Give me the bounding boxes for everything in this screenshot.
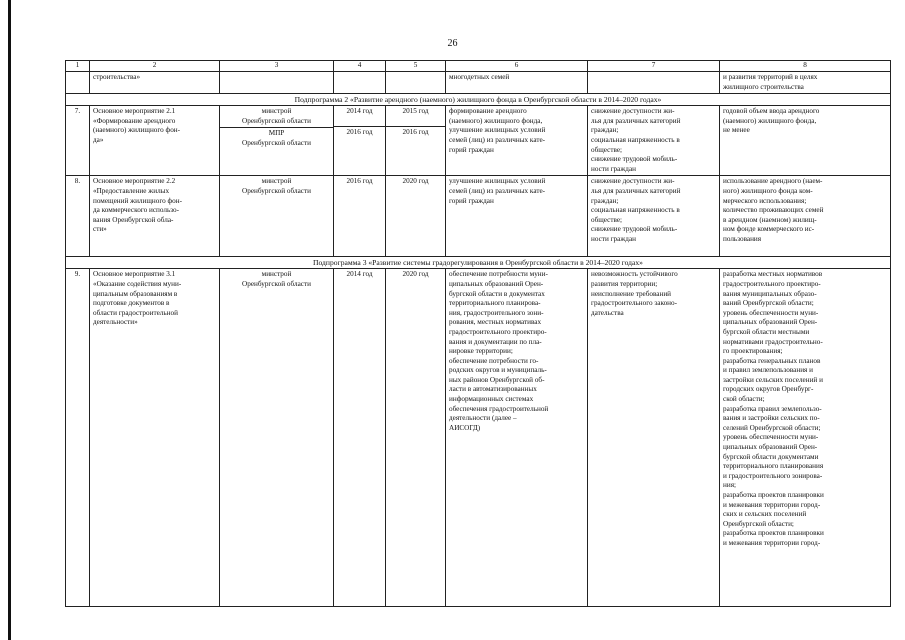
column-number-row: [66, 61, 891, 72]
text-line: деятельности»: [93, 318, 138, 327]
text-line: информационных системах: [449, 395, 534, 404]
text-line: ципальных образований Орен-: [723, 443, 818, 452]
indicator-cell: [720, 106, 891, 176]
text-line: обеспечение потребности муни-: [449, 270, 548, 279]
activity-cell: [90, 72, 220, 94]
text-line: ных районов Оренбургской об-: [449, 375, 545, 384]
text-line: Основное мероприятие 2.2: [93, 177, 176, 186]
column-header: 5: [386, 61, 446, 72]
text-line: лья для различных категорий: [591, 186, 681, 195]
text-line: разработка генеральных планов: [723, 356, 821, 365]
text-line: ципальных образований Орен-: [449, 279, 544, 288]
text-line: Основное мероприятие 2.1: [93, 107, 176, 116]
text-line: строительства»: [93, 73, 141, 81]
result-cell: [446, 72, 588, 94]
consequence-cell: [588, 269, 720, 607]
text-line: ности граждан: [591, 234, 636, 243]
text-line: территориального планирова-: [449, 299, 541, 308]
text-line: обществе;: [591, 215, 623, 224]
indicator-cell: [720, 176, 891, 257]
subprogram-title: Подпрограмма 2 «Развитие арендного (наемного) жилищного фонда в Оренбургской области в 2014–2020 годах»: [66, 94, 891, 106]
text-line: подготовке документов в: [93, 299, 170, 308]
start-year-1: 2014 год: [346, 107, 373, 116]
text-line: градостроительного проектиро-: [723, 279, 821, 288]
text-line: невозможность устойчивого: [591, 270, 678, 279]
text-line: и межевания территории город-: [723, 500, 821, 509]
row-number: 8.: [66, 176, 90, 257]
text-line: ния;: [723, 481, 736, 490]
text-line: территориального планирования: [723, 462, 824, 471]
text-line: разработка проектов планировки: [723, 491, 824, 499]
text-line: го проектирования;: [723, 347, 783, 356]
end-year-2: 2016 год: [402, 127, 429, 136]
text-line: снижение доступности жи-: [591, 177, 675, 186]
executor-1: [223, 107, 330, 126]
text-line: да»: [93, 135, 104, 144]
column-header: 4: [334, 61, 386, 72]
text-line: количество проживающих семей: [723, 206, 824, 215]
text-line: области градостроительной: [93, 308, 178, 317]
text-line: бургской области в документах: [449, 289, 545, 298]
table-row: [66, 176, 891, 257]
column-header: 6: [446, 61, 588, 72]
text-line: бургской области местными: [723, 327, 810, 336]
column-header: 3: [220, 61, 334, 72]
text-line: разработка проектов планировки: [723, 529, 824, 538]
executor-2: [223, 129, 330, 148]
text-line: граждан;: [591, 126, 619, 135]
text-line: использование арендного (наем-: [723, 177, 823, 186]
text-line: рования, местных нормативах: [449, 318, 542, 327]
text-line: ципальным образованиям в: [93, 289, 178, 298]
activity-cell: [90, 106, 220, 176]
text-line: сти»: [93, 225, 107, 234]
text-line: (наемного) жилищного фонда,: [723, 116, 817, 125]
text-line: улучшение жилищных условий: [449, 177, 546, 186]
text-line: и градостроительного зонирова-: [723, 471, 823, 480]
page-number: 26: [447, 38, 458, 49]
program-table: [65, 60, 891, 607]
text-line: разработка местных нормативов: [723, 270, 823, 279]
table-row: [66, 72, 891, 94]
text-line: (наемного) жилищного фонда,: [449, 116, 543, 125]
end-year-1: 2015 год: [402, 107, 429, 116]
text-line: АИСОГД): [449, 423, 481, 432]
text-line: ласти в автоматизированных: [449, 385, 537, 394]
text-line: и правил землепользования и: [723, 366, 813, 375]
text-line: обеспечения градостроительной: [449, 404, 549, 413]
cell-divider: [220, 127, 333, 128]
indicator-cell: [720, 72, 891, 94]
text-line: минстрой: [261, 107, 292, 116]
text-line: жилищного строительства: [723, 82, 804, 91]
subprogram-row: [66, 257, 891, 269]
text-line: разработка правил землепользо-: [723, 404, 822, 413]
text-line: селений Оренбургской области;: [723, 423, 821, 432]
text-line: вания муниципальных образо-: [723, 289, 817, 298]
text-line: «Формирование арендного: [93, 116, 176, 125]
text-line: горий граждан: [449, 145, 494, 154]
consequence-cell: [588, 176, 720, 257]
text-line: Оренбургской области;: [723, 519, 794, 528]
start-year-cell: 2016 год: [334, 176, 386, 257]
text-line: горий граждан: [449, 196, 494, 205]
text-line: многодетных семей: [449, 73, 510, 81]
text-line: ских и сельских поселений: [723, 510, 807, 519]
text-line: родских округов и муниципаль-: [449, 366, 547, 375]
text-line: минстрой: [261, 270, 292, 279]
text-line: семей (лиц) из различных кате-: [449, 135, 546, 144]
result-cell: [446, 269, 588, 607]
text-line: дательства: [591, 308, 624, 317]
row-number: 7.: [66, 106, 90, 176]
text-line: (наемного) жилищного фон-: [93, 126, 181, 135]
activity-cell: [90, 176, 220, 257]
text-line: в арендном (наемном) жилищ-: [723, 215, 817, 224]
executor-cell: [220, 176, 334, 257]
end-year-cell: 2020 год: [386, 176, 446, 257]
text-line: застройки сельских поселений и: [723, 375, 823, 384]
indicator-cell: [720, 269, 891, 607]
text-line: вания и документации по пла-: [449, 337, 542, 346]
text-line: ваний Оренбургской области;: [723, 299, 814, 308]
activity-cell: [90, 269, 220, 607]
text-line: пользования: [723, 234, 762, 243]
text-line: ской области;: [723, 395, 765, 404]
cell-divider: [386, 126, 445, 127]
text-line: Оренбургской области: [242, 116, 311, 125]
text-line: ния, градостроительного зони-: [449, 308, 544, 317]
text-line: не менее: [723, 126, 750, 135]
text-line: развития территории;: [591, 279, 658, 288]
end-year-cell: 2020 год: [386, 269, 446, 607]
text-line: семей (лиц) из различных кате-: [449, 186, 546, 195]
text-line: городских округов Оренбург-: [723, 385, 814, 394]
result-cell: [446, 176, 588, 257]
text-line: и развития территорий в целях: [723, 73, 818, 81]
text-line: деятельности (далее –: [449, 414, 517, 423]
text-line: бургской области документами: [723, 452, 819, 461]
result-cell: [446, 106, 588, 176]
text-line: социальная напряженность в: [591, 135, 680, 144]
start-year-2: 2016 год: [346, 127, 373, 136]
column-header: 7: [588, 61, 720, 72]
text-line: лья для различных категорий: [591, 116, 681, 125]
text-line: нормативами градостроительно-: [723, 337, 823, 346]
row-number: 9.: [66, 269, 90, 607]
text-line: «Оказание содействия муни-: [93, 279, 182, 288]
text-line: Оренбургской области: [242, 279, 311, 288]
text-line: Оренбургской области: [242, 186, 311, 195]
text-line: МПР: [268, 129, 285, 138]
text-line: снижение трудовой мобиль-: [591, 155, 678, 164]
text-line: помещений жилищного фон-: [93, 196, 182, 205]
text-line: и межевания территории город-: [723, 538, 821, 547]
table-row: [66, 106, 891, 176]
text-line: социальная напряженность в: [591, 206, 680, 215]
text-line: ном фонде коммерческого ис-: [723, 225, 815, 234]
text-line: ного) жилищного фонда ком-: [723, 186, 813, 195]
text-line: ципальных образований Орен-: [723, 318, 818, 327]
consequence-cell: [588, 106, 720, 176]
text-line: формирование арендного: [449, 107, 527, 116]
text-line: мерческого использования;: [723, 196, 807, 205]
scan-edge-line: [8, 0, 11, 640]
text-line: Основное мероприятие 3.1: [93, 270, 176, 279]
text-line: улучшение жилищных условий: [449, 126, 546, 135]
text-line: обеспечение потребности го-: [449, 356, 539, 365]
subprogram-title: Подпрограмма 3 «Развитие системы градорегулирования в Оренбургской области в 2014–2020 годах»: [66, 257, 891, 269]
text-line: уровень обеспеченности муни-: [723, 433, 819, 442]
text-line: годовой объем ввода арендного: [723, 107, 820, 116]
table-row: [66, 269, 891, 607]
text-line: градостроительного законо-: [591, 299, 677, 308]
text-line: вания Оренбургской обла-: [93, 215, 174, 224]
end-year-cell: [386, 106, 446, 176]
column-header: 8: [720, 61, 891, 72]
start-year-cell: 2014 год: [334, 269, 386, 607]
text-line: да коммерческого использо-: [93, 206, 180, 215]
start-year-cell: [334, 106, 386, 176]
text-line: нировке территории;: [449, 347, 513, 356]
cell-divider: [334, 126, 385, 127]
column-header: 1: [66, 61, 90, 72]
text-line: вания и застройки сельских по-: [723, 414, 820, 423]
subprogram-row: [66, 94, 891, 106]
text-line: «Предоставление жилых: [93, 186, 170, 195]
text-line: обществе;: [591, 145, 623, 154]
text-line: снижение доступности жи-: [591, 107, 675, 116]
executor-cell: [220, 269, 334, 607]
text-line: уровень обеспеченности муни-: [723, 308, 819, 317]
column-header: 2: [90, 61, 220, 72]
text-line: минстрой: [261, 177, 292, 186]
text-line: ности граждан: [591, 164, 636, 173]
text-line: неисполнение требований: [591, 289, 672, 298]
text-line: Оренбургской области: [242, 138, 311, 147]
executor-cell: [220, 106, 334, 176]
text-line: снижение трудовой мобиль-: [591, 225, 678, 234]
text-line: градостроительного проектиро-: [449, 327, 547, 336]
text-line: граждан;: [591, 196, 619, 205]
